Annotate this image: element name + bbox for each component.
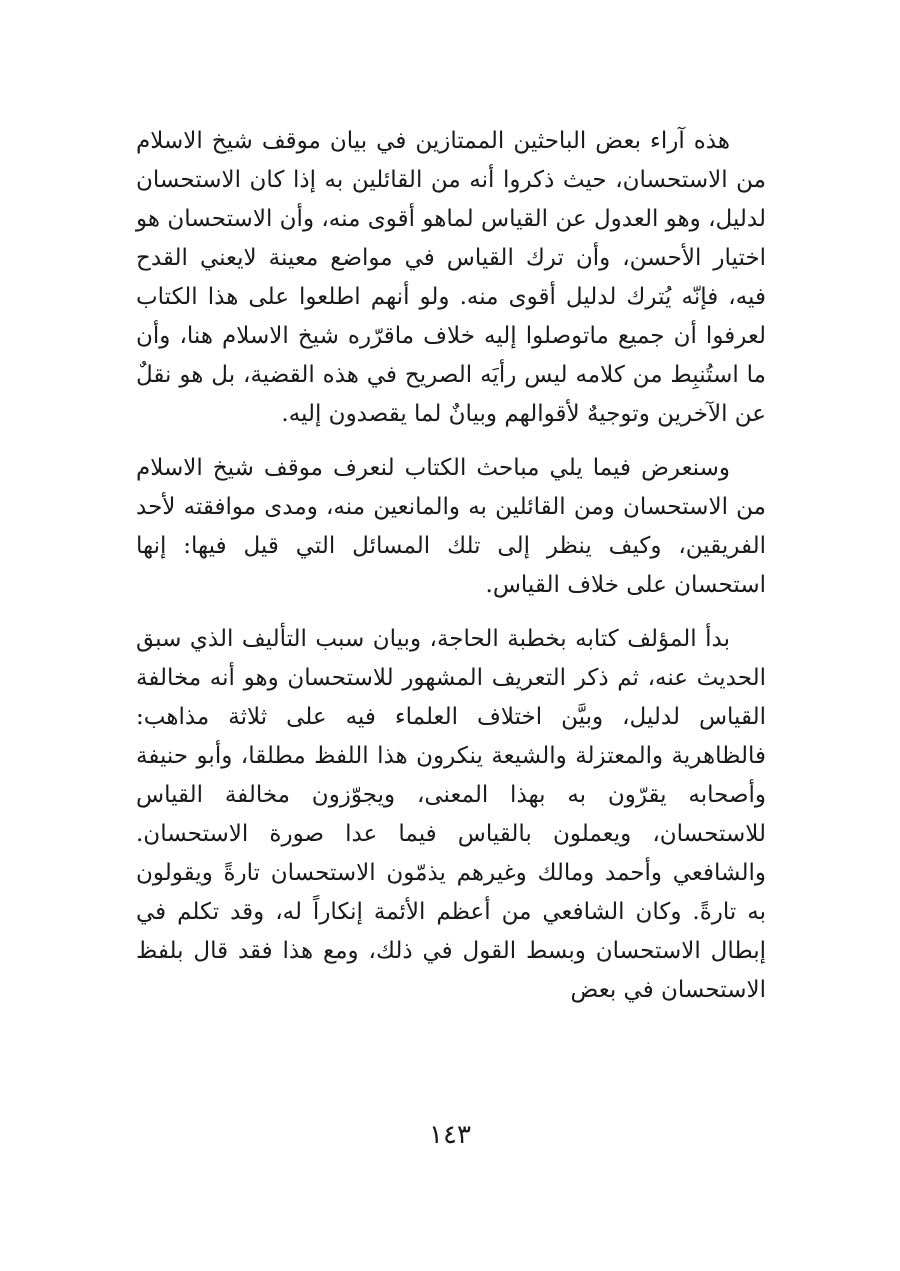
body-text	[136, 122, 766, 1025]
paragraph-3: بدأ المؤلف كتابه بخطبة الحاجة، وبيان سبب التأليف الذي سبق الحديث عنه، ثم ذكر التعريف المشهور للاستحسان وهو أنه مخالفة القياس لدليل، وبيَّن اختلاف العلماء فيه على ثلاثة مذاهب: فالظاهرية والمعتزلة والشيعة ينكرون هذا اللفظ مطلقا، وأبو حنيفة وأصحابه يقرّون به بهذا المعنى، ويجوّزون مخالفة القياس للاستحسان، ويعملون بالقياس فيما عدا صورة الاستحسان. والشافعي وأحمد ومالك وغيرهم يذمّون الاستحسان تارةً ويقولون به تارةً. وكان الشافعي من أعظم الأئمة إنكاراً له، وقد تكلم في إبطال الاستحسان وبسط القول في ذلك، ومع هذا فقد قال بلفظ الاستحسان في بعض	[136, 626, 766, 1003]
page-number: ١٤٣	[429, 1120, 471, 1150]
paragraph-1: هذه آراء بعض الباحثين الممتازين في بيان موقف شيخ الاسلام من الاستحسان، حيث ذكروا أنه من القائلين به إذا كان الاستحسان لدليل، وهو العدول عن القياس لماهو أقوى منه، وأن الاستحسان هو اختيار الأحسن، وأن ترك القياس في مواضع معينة لايعني القدح فيه، فإنّه يُترك لدليل أقوى منه. ولو أنهم اطلعوا على هذا الكتاب لعرفوا أن جميع ماتوصلوا إليه خلاف ماقرّره شيخ الاسلام هنا، وأن ما استُنبِط من كلامه ليس رأيَه الصريح في هذه القضية، بل هو نقلٌ عن الآخرين وتوجيهٌ لأقوالهم وبيانٌ لما يقصدون إليه.	[136, 128, 766, 427]
paragraph-2: وسنعرض فيما يلي مباحث الكتاب لنعرف موقف شيخ الاسلام من الاستحسان ومن القائلين به والمانعين منه، ومدى موافقته لأحد الفريقين، وكيف ينظر إلى تلك المسائل التي قيل فيها: إنها استحسان على خلاف القياس.	[136, 455, 766, 598]
